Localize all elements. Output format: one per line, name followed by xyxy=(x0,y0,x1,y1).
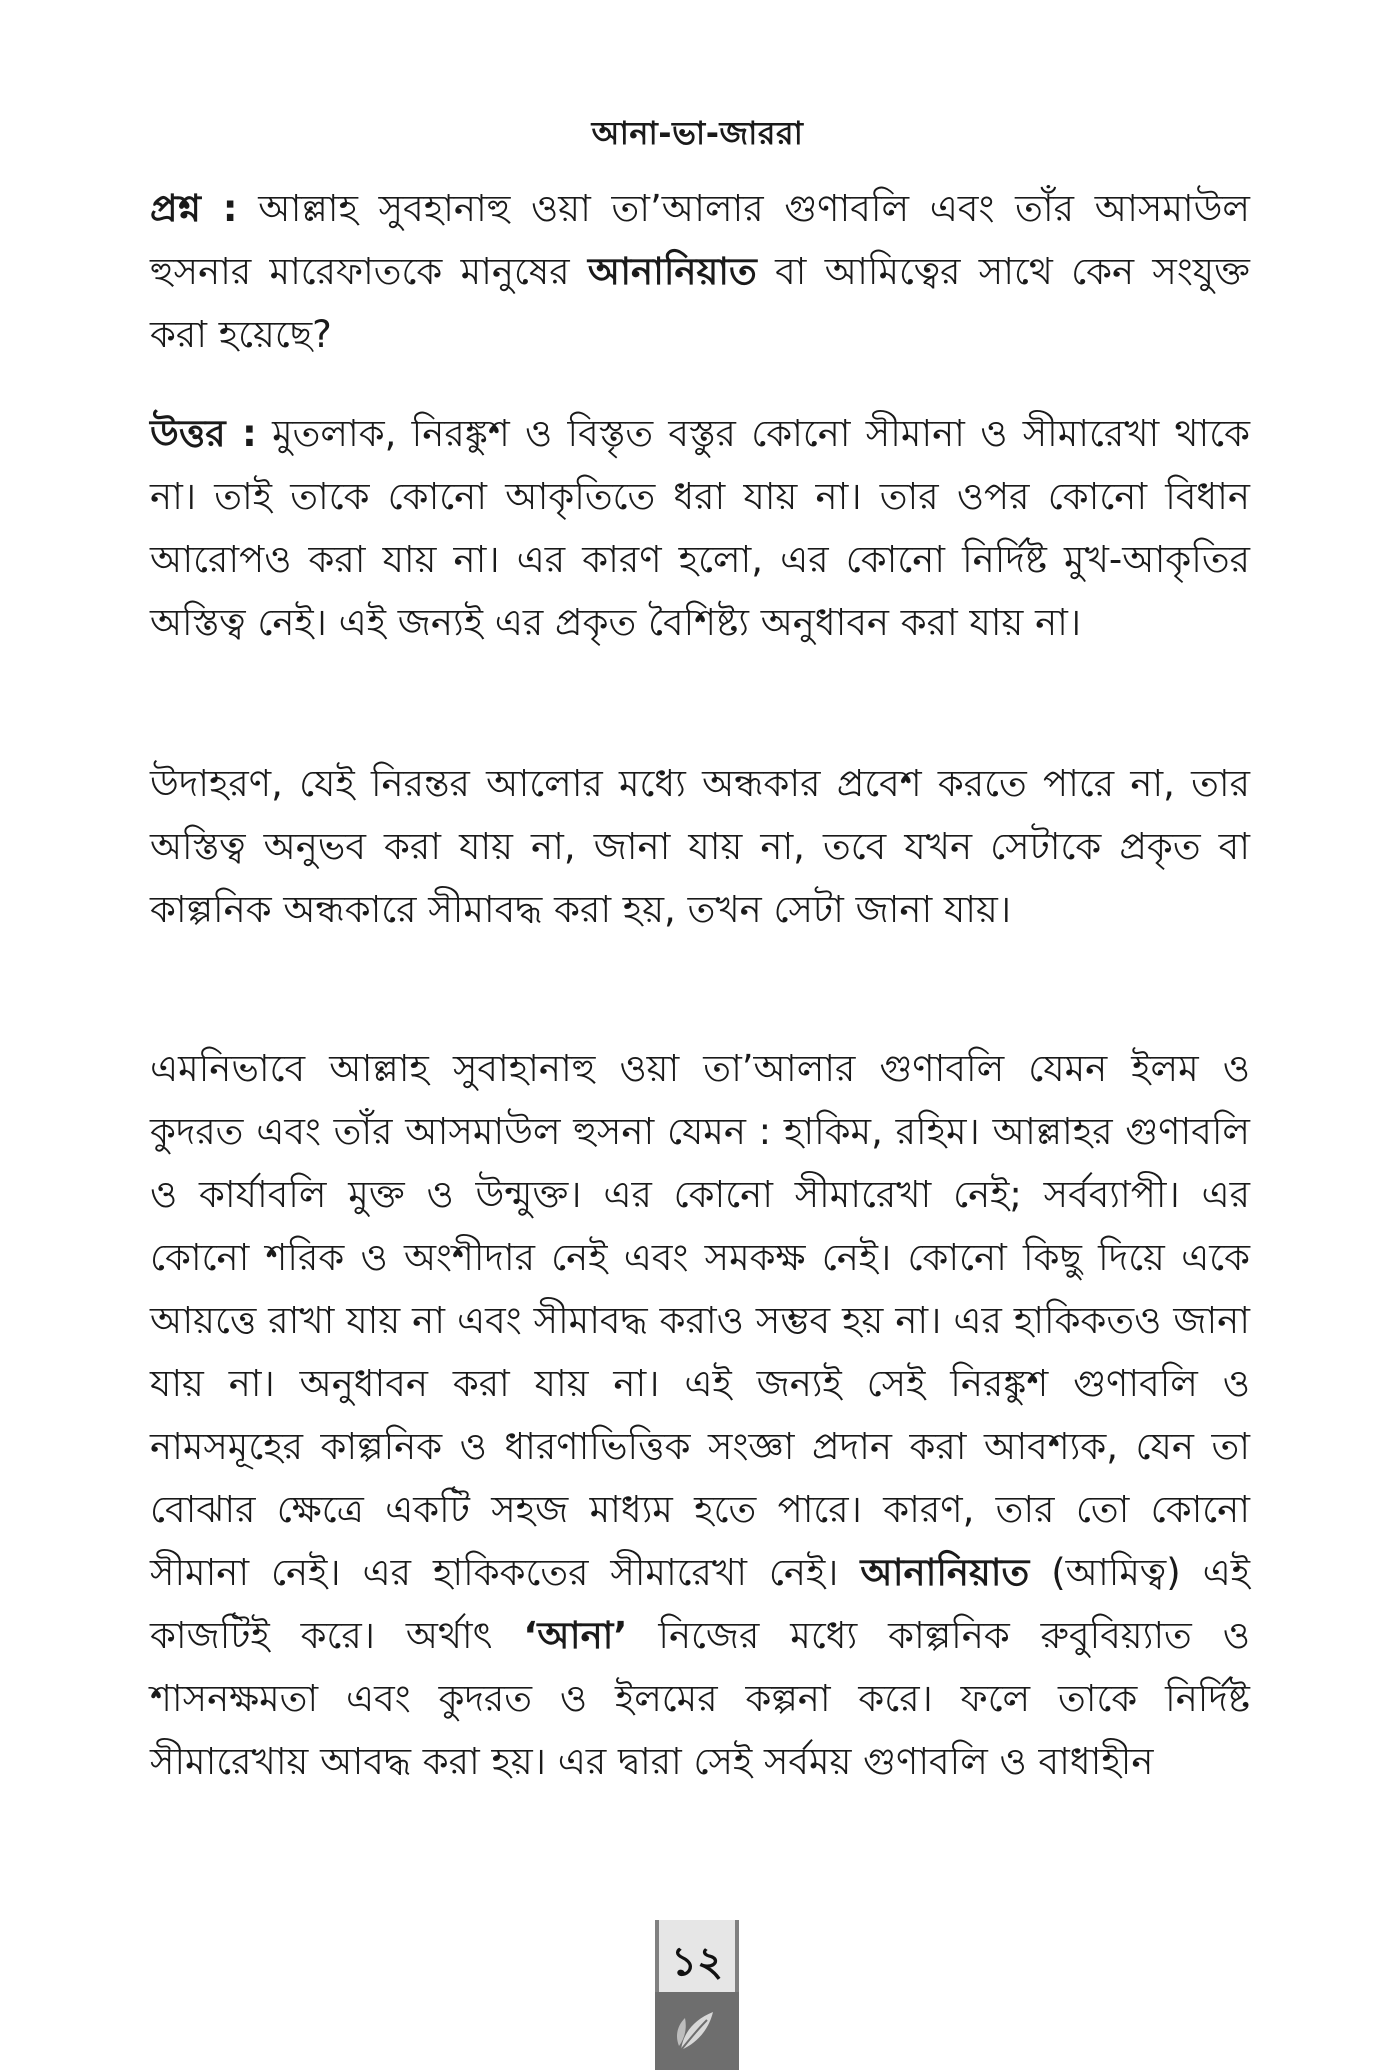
similarly-emphasis-2: ‘আনা’ xyxy=(523,1614,628,1657)
question-label: প্রশ্ন : xyxy=(150,187,238,230)
running-header: আনা-ভা-জাররা xyxy=(591,114,804,152)
similarly-emphasis-1: আনানিয়াত xyxy=(860,1551,1030,1594)
example-text: উদাহরণ, যেই নিরন্তর আলোর মধ্যে অন্ধকার প্রবেশ করতে পারে না, তার অস্তিত্ব অনুভব করা যায় না, জানা যায় না, তবে যখন সেটাকে প্রকৃত বা কাল্পনিক অন্ধকারে সীমাবদ্ধ করা হয়, তখন সেটা জানা যায়। xyxy=(150,762,1250,931)
answer-paragraph xyxy=(150,402,1250,654)
question-paragraph xyxy=(150,177,1250,366)
question-emphasis: আনানিয়াত xyxy=(587,250,757,293)
page-number: ১২ xyxy=(671,1939,723,1985)
similarly-paragraph xyxy=(150,1037,1250,1793)
folio-ornament xyxy=(655,1992,739,2070)
similarly-text-1: এমনিভাবে আল্লাহ সুবাহানাহু ওয়া তা’আলার গুণাবলি যেমন ইলম ও কুদরত এবং তাঁর আসমাউল হুসনা যেমন : হাকিম, রহিম। আল্লাহর গুণাবলি ও কার্যাবলি মুক্ত ও উন্মুক্ত। এর কোনো সীমারেখা নেই; সর্বব্যাপী। এর কোনো শরিক ও অংশীদার নেই এবং সমকক্ষ নেই। কোনো কিছু দিয়ে একে আয়ত্তে রাখা যায় না এবং সীমাবদ্ধ করাও সম্ভব হয় না। এর হাকিকতও জানা যায় না। অনুধাবন করা যায় না। এই জন্যই সেই নিরঙ্কুশ গুণাবলি ও নামসমূহের কাল্পনিক ও ধারণাভিত্তিক সংজ্ঞা প্রদান করা আবশ্যক, যেন তা বোঝার ক্ষেত্রে একটি সহজ মাধ্যম হতে পারে। কারণ, তার তো কোনো সীমানা নেই। এর হাকিকতের সীমারেখা নেই। xyxy=(150,1047,1250,1594)
similarly-text-2: (আমিত্ব) এই কাজটিই করে। অর্থাৎ xyxy=(150,1551,1250,1657)
question-text-after: বা আমিত্বের সাথে কেন সংযুক্ত করা হয়েছে? xyxy=(150,250,1250,356)
similarly-text-3: নিজের মধ্যে কাল্পনিক রুবুবিয়্যাত ও শাসনক্ষমতা এবং কুদরত ও ইলমের কল্পনা করে। ফলে তাকে নির্দিষ্ট সীমারেখায় আবদ্ধ করা হয়। এর দ্বারা সেই সর্বময় গুণাবলি ও বাধাহীন xyxy=(150,1614,1250,1783)
question-text-before: আল্লাহ সুবহানাহু ওয়া তা’আলার গুণাবলি এবং তাঁর আসমাউল হুসনার মারেফাতকে মানুষের xyxy=(150,187,1250,293)
page-number-tab xyxy=(655,1920,739,2070)
example-paragraph xyxy=(150,752,1250,941)
answer-text: মুতলাক, নিরঙ্কুশ ও বিস্তৃত বস্তুর কোনো সীমানা ও সীমারেখা থাকে না। তাই তাকে কোনো আকৃতিতে ধরা যায় না। তার ওপর কোনো বিধান আরোপও করা যায় না। এর কারণ হলো, এর কোনো নির্দিষ্ট মুখ-আকৃতির অস্তিত্ব নেই। এই জন্যই এর প্রকৃত বৈশিষ্ট্য অনুধাবন করা যায় না। xyxy=(150,412,1250,644)
answer-label: উত্তর : xyxy=(150,412,257,455)
leaf-icon xyxy=(673,2006,721,2056)
